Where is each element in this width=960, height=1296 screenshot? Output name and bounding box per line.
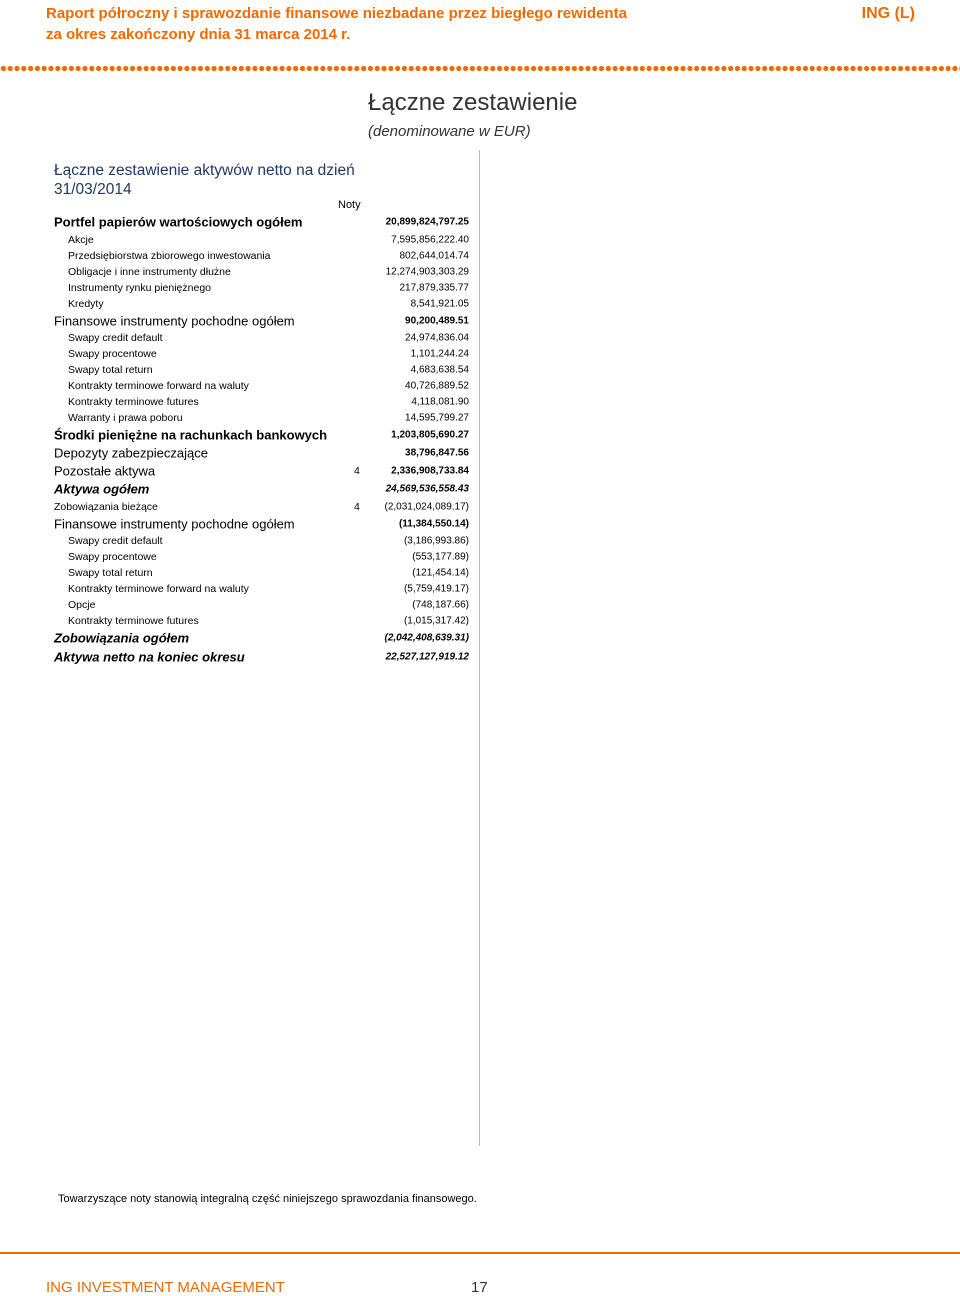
- row-value: 802,644,014.74: [399, 250, 469, 262]
- row-label: Warranty i prawa poboru: [68, 412, 183, 424]
- row-label: Depozyty zabezpieczające: [54, 445, 208, 461]
- report-title-line2: za okres zakończony dnia 31 marca 2014 r.: [46, 26, 351, 43]
- column-divider: [479, 150, 480, 1146]
- page-title: Łączne zestawienie: [368, 89, 578, 116]
- row-value: (1,015,317.42): [403, 615, 469, 627]
- row-value: 1,101,244.24: [410, 348, 469, 360]
- row-label: Swapy credit default: [68, 535, 163, 547]
- row-value: 22,527,127,919.12: [385, 651, 469, 663]
- section-title: Łączne zestawienie aktywów netto na dzień 31/03/2014: [54, 162, 355, 198]
- row-label: Swapy procentowe: [68, 551, 157, 563]
- row-value: 14,595,799.27: [405, 412, 469, 424]
- row-value: 4,683,638.54: [410, 364, 469, 376]
- row-value: 24,974,836.04: [405, 332, 469, 344]
- footer-company: ING INVESTMENT MANAGEMENT: [46, 1279, 285, 1296]
- row-value: 2,336,908,733.84: [391, 465, 469, 477]
- row-value: 4,118,081.90: [411, 396, 469, 408]
- row-label: Kontrakty terminowe forward na waluty: [68, 583, 249, 595]
- row-label: Środki pieniężne na rachunkach bankowych: [54, 427, 328, 443]
- row-label: Swapy total return: [68, 567, 153, 579]
- row-value: 12,274,903,303.29: [385, 266, 469, 278]
- dotted-divider: [0, 65, 960, 72]
- currency-subtitle: (denominowane w EUR): [368, 123, 531, 140]
- row-note: 4: [354, 465, 360, 477]
- row-label: Kontrakty terminowe forward na waluty: [68, 380, 249, 392]
- notes-column-header: Noty: [338, 199, 361, 211]
- row-value: (2,031,024,089.17): [384, 501, 469, 513]
- row-value: 38,796,847.56: [405, 447, 469, 459]
- row-value: (5,759,419.17): [403, 583, 469, 595]
- row-label: Przedsiębiorstwa zbiorowego inwestowania: [68, 250, 271, 262]
- row-label: Aktywa netto na koniec okresu: [54, 649, 245, 665]
- row-value: (553,177.89): [412, 551, 469, 563]
- page-number: 17: [471, 1279, 488, 1296]
- row-label: Instrumenty rynku pieniężnego: [68, 282, 211, 294]
- row-value: 1,203,805,690.27: [391, 429, 469, 441]
- row-label: Kontrakty terminowe futures: [68, 615, 199, 627]
- row-label: Finansowe instrumenty pochodne ogółem: [54, 516, 295, 532]
- row-label: Aktywa ogółem: [54, 481, 150, 497]
- row-value: 24,569,536,558.43: [385, 483, 469, 495]
- row-note: 4: [354, 501, 360, 513]
- footnote: Towarzyszące noty stanowią integralną część niniejszego sprawozdania finansowego.: [58, 1193, 477, 1205]
- row-value: (121,454.14): [412, 567, 469, 579]
- row-label: Zobowiązania ogółem: [54, 630, 190, 646]
- row-label: Portfel papierów wartościowych ogółem: [54, 214, 303, 230]
- row-value: 8,541,921.05: [410, 298, 469, 310]
- row-value: 90,200,489.51: [405, 315, 469, 327]
- row-value: 40,726,889.52: [405, 380, 469, 392]
- row-label: Finansowe instrumenty pochodne ogółem: [54, 313, 295, 329]
- row-value: 217,879,335.77: [399, 282, 469, 294]
- report-title-line1: Raport półroczny i sprawozdanie finansowe niezbadane przez biegłego rewidenta: [46, 5, 627, 22]
- row-label: Swapy procentowe: [68, 348, 157, 360]
- row-value: (11,384,550.14): [398, 518, 469, 530]
- row-label: Kontrakty terminowe futures: [68, 396, 199, 408]
- row-value: (3,186,993.86): [403, 535, 469, 547]
- row-label: Opcje: [68, 599, 96, 611]
- row-value: 7,595,856,222.40: [391, 234, 469, 246]
- row-label: Kredyty: [68, 298, 104, 310]
- row-label: Obligacje i inne instrumenty dłużne: [68, 266, 231, 278]
- footer-divider: [0, 1252, 960, 1254]
- row-label: Swapy total return: [68, 364, 153, 376]
- row-value: (2,042,408,639.31): [384, 632, 469, 644]
- row-value: 20,899,824,797.25: [385, 216, 469, 228]
- row-label: Zobowiązania bieżące: [54, 501, 158, 513]
- fund-name: ING (L): [861, 5, 915, 22]
- row-value: (748,187.66): [412, 599, 469, 611]
- row-label: Akcje: [68, 234, 94, 246]
- row-label: Swapy credit default: [68, 332, 163, 344]
- row-label: Pozostałe aktywa: [54, 463, 156, 479]
